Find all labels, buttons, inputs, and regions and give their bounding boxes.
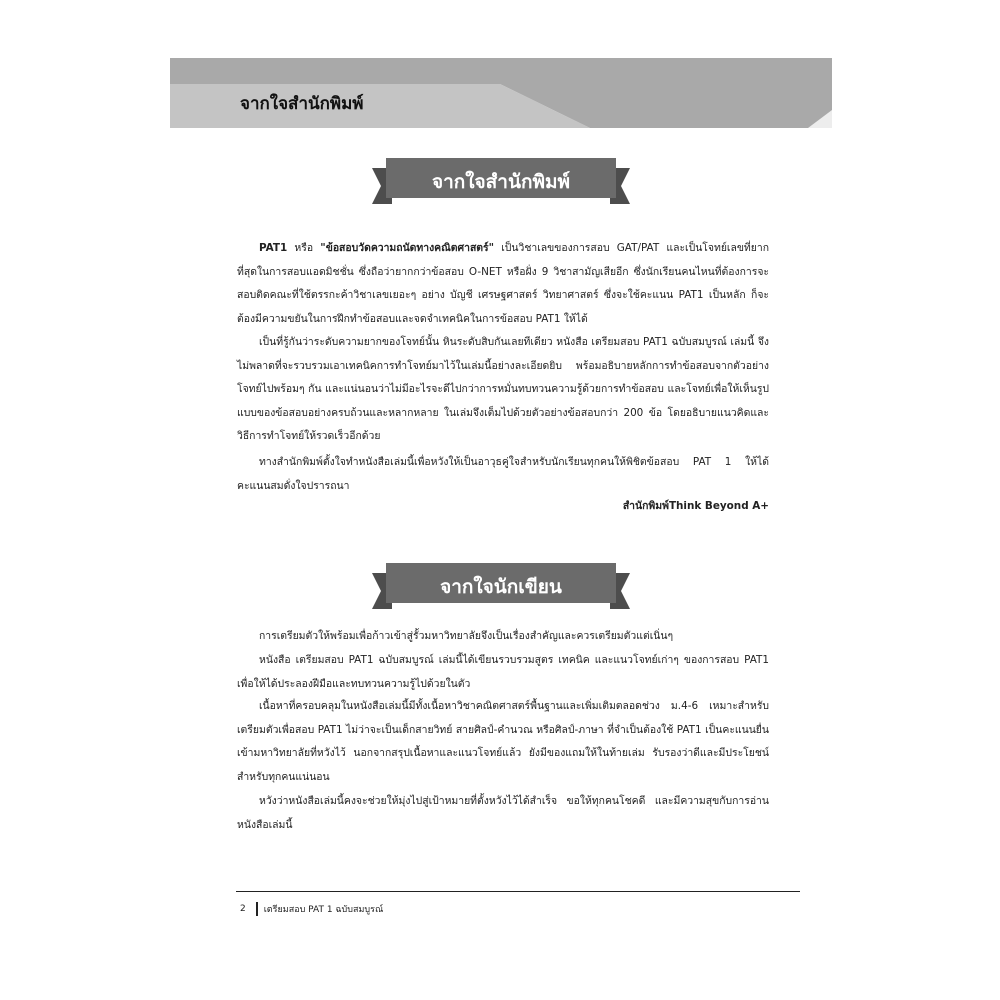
publisher-ribbon-label: จากใจสำนักพิมพ์: [431, 171, 571, 193]
book-title: เตรียมสอบ PAT 1 ฉบับสมบูรณ์: [263, 905, 384, 915]
header-title: จากใจสำนักพิมพ์: [240, 94, 364, 114]
author-paragraph-3: เนื้อหาที่ครอบคลุมในหนังสือเล่มนี้มีทั้งเนื้อหาวิชาคณิตศาสตร์พื้นฐานและเพิ่มเติมตลอดช่วง ม.4-6 เหมาะสำหรับเตรียมตัวเพื่อสอบ PAT1 ไม่ว่าจะเป็นเด็กสายวิทย์ สายศิลป์-คำนวณ หรือศิลป์-ภาษา ที่จำเป็นต้องใช้ PAT1 เป็นคะแนนยื่นเข้ามหาวิทยาลัยที่หวังไว้ นอกจากสรุปเนื้อหาและแนวโจทย์แล้ว ยังมีของแถมให้ในท้ายเล่ม รับรองว่าดีและมีประโยชน์สำหรับทุกคนแน่นอน: [237, 700, 769, 783]
author-ribbon: [372, 563, 630, 609]
footer-divider: [236, 891, 800, 892]
publisher-ribbon: [372, 158, 630, 204]
publisher-signature: สำนักพิมพ์Think Beyond A+: [622, 500, 769, 512]
publisher-paragraph-1: [237, 237, 769, 331]
author-paragraph-1: การเตรียมตัวให้พร้อมเพื่อก้าวเข้าสู่รั้วมหาวิทยาลัยจึงเป็นเรื่องสำคัญและควรเตรียมตัวแต่เนิ่นๆ: [259, 630, 674, 642]
p1-mid: หรือ: [287, 242, 321, 254]
page-number: 2: [240, 904, 246, 914]
p1-rest: เป็นวิชาเลขของการสอบ GAT/PAT และเป็นโจทย์เลขที่ยากที่สุดในการสอบแอดมิชชั่น ซึ่งถือว่ายากกว่าข้อสอบ O-NET หรือฝั่ง 9 วิชาสามัญเสียอีก ซึ่งนักเรียนคนไหนที่ต้องการจะสอบติดคณะที่ใช้ตรรกะค้าวิชาเลขเยอะๆ อย่าง บัญชี เศรษฐศาสตร์ วิทยาศาสตร์ ซึ่งจะใช้คะแนน PAT1 เป็นหลัก ก็จะต้องมีความขยันในการฝึกทำข้อสอบและจดจำเทคนิคในการข้อสอบ PAT1 ให้ได้: [237, 242, 769, 325]
footer-bar: [256, 902, 258, 916]
pat1-quote: "ข้อสอบวัดความถนัดทางคณิตศาสตร์": [320, 242, 495, 254]
author-ribbon-label: จากใจนักเขียน: [440, 576, 562, 598]
pat1-lead: PAT1: [259, 242, 288, 254]
footer: [240, 902, 383, 916]
publisher-paragraph-2: เป็นที่รู้กันว่าระดับความยากของโจทย์นั้น หินระดับสิบกันเลยทีเดียว หนังสือ เตรียมสอบ PAT1 ฉบับสมบูรณ์ เล่มนี้ จึงไม่พลาดที่จะรวบรวมเอาเทคนิคการทำโจทย์มาไว้ในเล่มนี้อย่างละเอียดยิบ พร้อมอธิบายหลักการทำข้อสอบจากตัวอย่างโจทย์ไปพร้อมๆ กัน และแน่นอนว่าไม่มีอะไรจะดีไปกว่าการหมั่นทบทวนความรู้ด้วยการทำข้อสอบ และโจทย์เพื่อให้เห็นรูปแบบของข้อสอบอย่างครบถ้วนและหลากหลาย ในเล่มจึงเต็มไปด้วยตัวอย่างข้อสอบกว่า 200 ข้อ โดยอธิบายแนวคิดและวิธีการทำโจทย์ให้รวดเร็วอีกด้วย: [237, 336, 769, 442]
author-paragraph-2: หนังสือ เตรียมสอบ PAT1 ฉบับสมบูรณ์ เล่มนี้ได้เขียนรวบรวมสูตร เทคนิค และแนวโจทย์เก่าๆ ของการสอบ PAT1 เพื่อให้ได้ประลองฝีมือและทบทวนความรู้ไปด้วยในตัว: [237, 654, 769, 690]
author-paragraph-4: หวังว่าหนังสือเล่มนี้คงจะช่วยให้มุ่งไปสู่เป้าหมายที่ตั้งหวังไว้ได้สำเร็จ ขอให้ทุกคนโชคดี และมีความสุขกับการอ่านหนังสือเล่มนี้: [237, 795, 769, 831]
publisher-paragraph-3: ทางสำนักพิมพ์ตั้งใจทำหนังสือเล่มนี้เพื่อหวังให้เป็นอาวุธคู่ใจสำหรับนักเรียนทุกคนให้พิชิตข้อสอบ PAT 1 ให้ได้คะแนนสมดั่งใจปรารถนา: [237, 456, 769, 492]
